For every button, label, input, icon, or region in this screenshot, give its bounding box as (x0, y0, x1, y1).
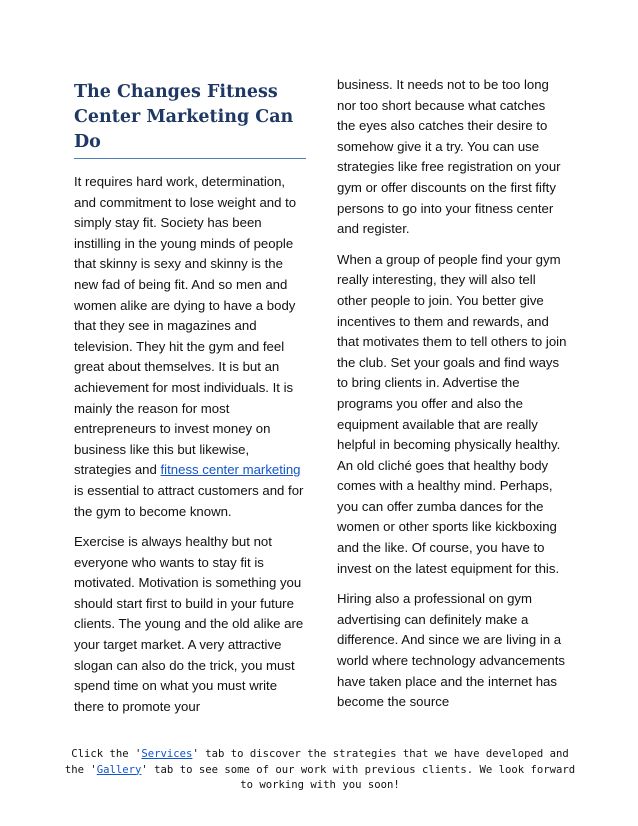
left-paragraph-1-text-before: It requires hard work, determination, and commitment to lose weight and to simply stay fit. Society has been instilling in the young minds of people that skinny is sexy and skinny is the new fad of being fit. And so men and women alike are dying to have a body that they see in magazines and television. They hit the gym and feel great about themselves. It is but an achievement for most individuals. It is mainly the reason for most entrepreneurs to invest money on business like this but likewise, strategies and (74, 174, 297, 478)
services-link[interactable]: Services (141, 748, 193, 760)
left-column (74, 80, 306, 727)
footer-text-1: Click the ' (71, 748, 142, 760)
left-paragraph-2: Exercise is always healthy but not everyone who wants to stay fit is motivated. Motivation is something you should start first to build in your future clients. The young and the old alike are your target market. A very attractive slogan can also do the trick, you must spend time on what you must write there to promote your (74, 534, 304, 714)
footer-text-2: ' tab to discover the strategies that we have developed and the ' (64, 748, 569, 776)
right-paragraph-2: When a group of people find your gym really interesting, they will also tell other people to join. You better give incentives to them and rewards, and that motivates them to tell others to join the club. Set your goals and find ways to bring clients in. Advertise the programs you offer and also the equipment available that are really helpful in becoming physically healthy. An old cliché goes that healthy body comes with a healthy mind. Perhaps, you can offer zumba dances for the women or other sports like kickboxing and the like. Of course, you have to invest on the latest equipment for this. (337, 251, 567, 576)
footer-text-3: ' tab to see some of our work with previous clients. We look forward to working with you soon! (141, 763, 576, 791)
gallery-link[interactable]: Gallery (96, 763, 142, 776)
left-paragraph-1-text-after: is essential to attract customers and for the gym to become known. (74, 482, 304, 519)
right-column (337, 75, 567, 723)
article-title: The Changes Fitness Center Marketing Can Do (74, 80, 306, 159)
left-paragraph-1 (74, 172, 306, 522)
fitness-center-marketing-link[interactable]: fitness center marketing (160, 462, 301, 478)
footer-note (60, 747, 580, 794)
right-paragraph-3: Hiring also a professional on gym advertising can definitely make a difference. And since we are living in a world where technology advancements have taken place and the internet has become the source (337, 591, 565, 710)
right-paragraph-1: business. It needs not to be too long nor too short because what catches the eyes also catches their desire to somehow give it a try. You can use strategies like free registration on your gym or offer discounts on the first fifty persons to go into your fitness center and register. (337, 77, 561, 237)
